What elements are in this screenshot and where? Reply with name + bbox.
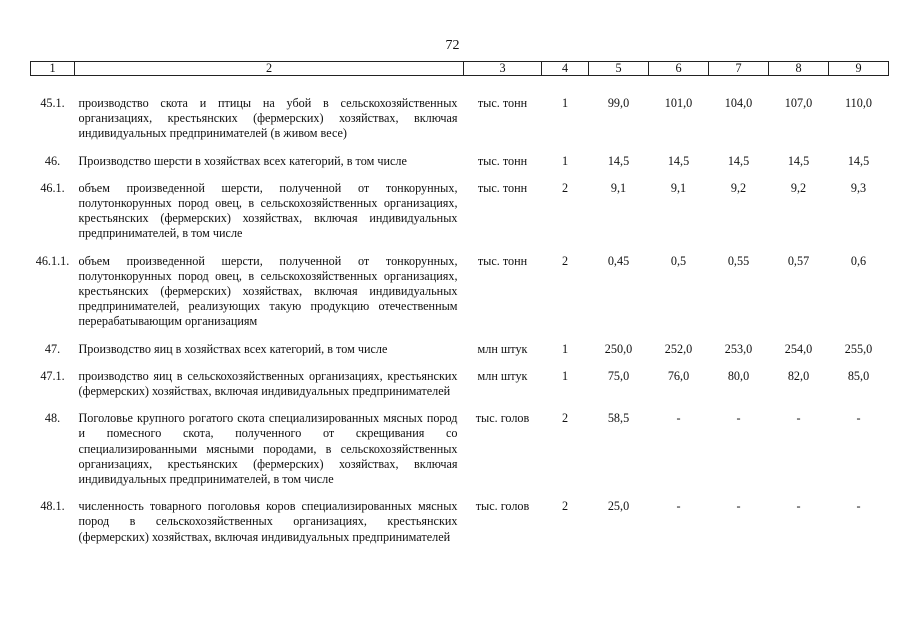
row-spacer [31,242,889,254]
year-value: 99,0 [607,96,630,110]
year-value: 14,5 [607,153,630,168]
column-header: 7 [709,62,769,76]
year-value: 9,1 [670,180,687,195]
year-value: 9,2 [790,180,807,195]
indicator-name: производство яиц в сельскохозяйственных организациях, крестьянских (фермерских) хозяйствах, включая индивидуальных предпринимателей [78,368,458,399]
year-value: 9,2 [730,180,747,195]
row-spacer-cell [31,169,889,181]
priority-value: 2 [561,253,569,268]
row-spacer [31,142,889,154]
year-value: 25,0 [607,499,630,514]
unit-of-measure: тыс. тонн [477,96,528,110]
year-value: 14,5 [787,153,810,168]
year-value: 104,0 [724,96,753,110]
column-header: 6 [649,62,709,76]
year-value: 14,5 [727,153,750,168]
year-value: 0,45 [607,253,630,268]
year-value: 0,6 [850,253,867,268]
row-spacer-cell [31,487,889,499]
row-spacer-cell [31,399,889,411]
year-value: 101,0 [664,96,693,110]
year-value: 85,0 [847,368,870,383]
indicator-name: Производство яиц в хозяйствах всех категорий, в том числе [78,341,388,356]
row-number: 46.1.1. [35,253,70,268]
year-value: - [676,499,681,514]
table-body [31,76,889,545]
row-spacer-cell [31,142,889,154]
row-spacer-cell [31,242,889,254]
year-value: - [676,411,681,426]
year-value: - [796,499,801,514]
indicator-name: объем произведенной шерсти, полученной от тонкорунных, полутонкорунных пород овец, в сельскохозяйственных организациях, крестьянских (фермерских) хозяйствах, включая индивидуальных предпринимателей, реализующих такую продукцию отечественным перерабатывающим организациям [78,253,458,329]
column-header: 3 [464,62,542,76]
column-header: 4 [542,62,589,76]
row-number: 48.1. [40,499,65,514]
row-spacer-cell [31,357,889,369]
year-value: 107,0 [784,96,813,110]
year-value: 14,5 [667,153,690,168]
row-number: 46. [44,153,61,168]
unit-of-measure: тыс. голов [475,499,530,514]
table-row [31,411,889,487]
column-header: 1 [31,62,75,76]
row-spacer [31,399,889,411]
year-value: 76,0 [667,368,690,383]
year-value: 75,0 [607,368,630,383]
priority-value: 1 [561,153,569,168]
row-spacer [31,487,889,499]
unit-of-measure: тыс. тонн [477,153,528,168]
indicator-name: Поголовье крупного рогатого скота специализированных мясных пород и помесного скота, полученного от скрещивания со специализированными мясными породами, в сельскохозяйственных организациях, крестьянских (фермерских) хозяйствах, включая индивидуальных предпринимателей, в том числе [78,411,458,487]
year-value: 80,0 [727,368,750,383]
year-value: - [856,411,861,426]
unit-of-measure: млн штук [477,341,528,356]
table-header [31,62,889,76]
year-value: - [736,499,741,514]
year-value: 0,57 [787,253,810,268]
row-spacer [31,169,889,181]
year-value: - [796,411,801,426]
year-value: 9,3 [850,180,867,195]
unit-of-measure: млн штук [477,368,528,383]
table-row [31,154,889,169]
row-number: 45.1. [40,96,65,110]
table-row [31,96,889,142]
row-spacer-cell [31,76,889,97]
year-value: 0,55 [727,253,750,268]
row-spacer [31,357,889,369]
indicator-name: численность товарного поголовья коров специализированных мясных пород в сельскохозяйственных организациях, крестьянских (фермерских) хозяйствах, включая индивидуальных предпринимателей [78,499,458,544]
page-number: 72 [445,38,460,53]
row-spacer-cell [31,330,889,342]
unit-of-measure: тыс. голов [475,411,530,426]
unit-of-measure: тыс. тонн [477,253,528,268]
row-number: 47.1. [40,368,65,383]
year-value: 14,5 [847,153,870,168]
year-value: 255,0 [844,341,873,356]
year-value: 58,5 [607,411,630,426]
row-number: 46.1. [40,180,65,195]
year-value: 253,0 [724,341,753,356]
row-number: 48. [44,411,61,426]
column-header: 5 [589,62,649,76]
row-spacer [31,76,889,97]
year-value: - [856,499,861,514]
indicators-table [30,61,889,545]
priority-value: 2 [561,411,569,426]
indicator-name: объем произведенной шерсти, полученной от тонкорунных, полутонкорунных пород овец, в сельскохозяйственных организациях, крестьянских (фермерских) хозяйствах, включая индивидуальных предпринимателей, в том числе [78,180,458,241]
row-number: 47. [44,341,61,356]
column-header: 9 [829,62,889,76]
column-header: 2 [75,62,464,76]
indicator-name: Производство шерсти в хозяйствах всех категорий, в том числе [78,153,407,168]
column-header: 8 [769,62,829,76]
priority-value: 1 [561,368,569,383]
priority-value: 1 [561,96,569,110]
unit-of-measure: тыс. тонн [477,180,528,195]
year-value: 250,0 [604,341,633,356]
year-value: 110,0 [845,96,872,110]
year-value: 252,0 [664,341,693,356]
indicator-name: производство скота и птицы на убой в сельскохозяйственных организациях, крестьянских (фермерских) хозяйствах, включая индивидуальных предпринимателей (в живом весе) [78,96,458,141]
year-value: 0,5 [670,253,687,268]
year-value: - [736,411,741,426]
row-spacer [31,330,889,342]
table-row [31,181,889,242]
priority-value: 2 [561,499,569,514]
priority-value: 2 [561,180,569,195]
year-value: 82,0 [787,368,810,383]
header-row [31,62,889,76]
table-row [31,254,889,330]
year-value: 254,0 [784,341,813,356]
table-row [31,369,889,399]
priority-value: 1 [561,341,569,356]
table-row [31,499,889,545]
year-value: 9,1 [610,180,627,195]
table-row [31,342,889,357]
